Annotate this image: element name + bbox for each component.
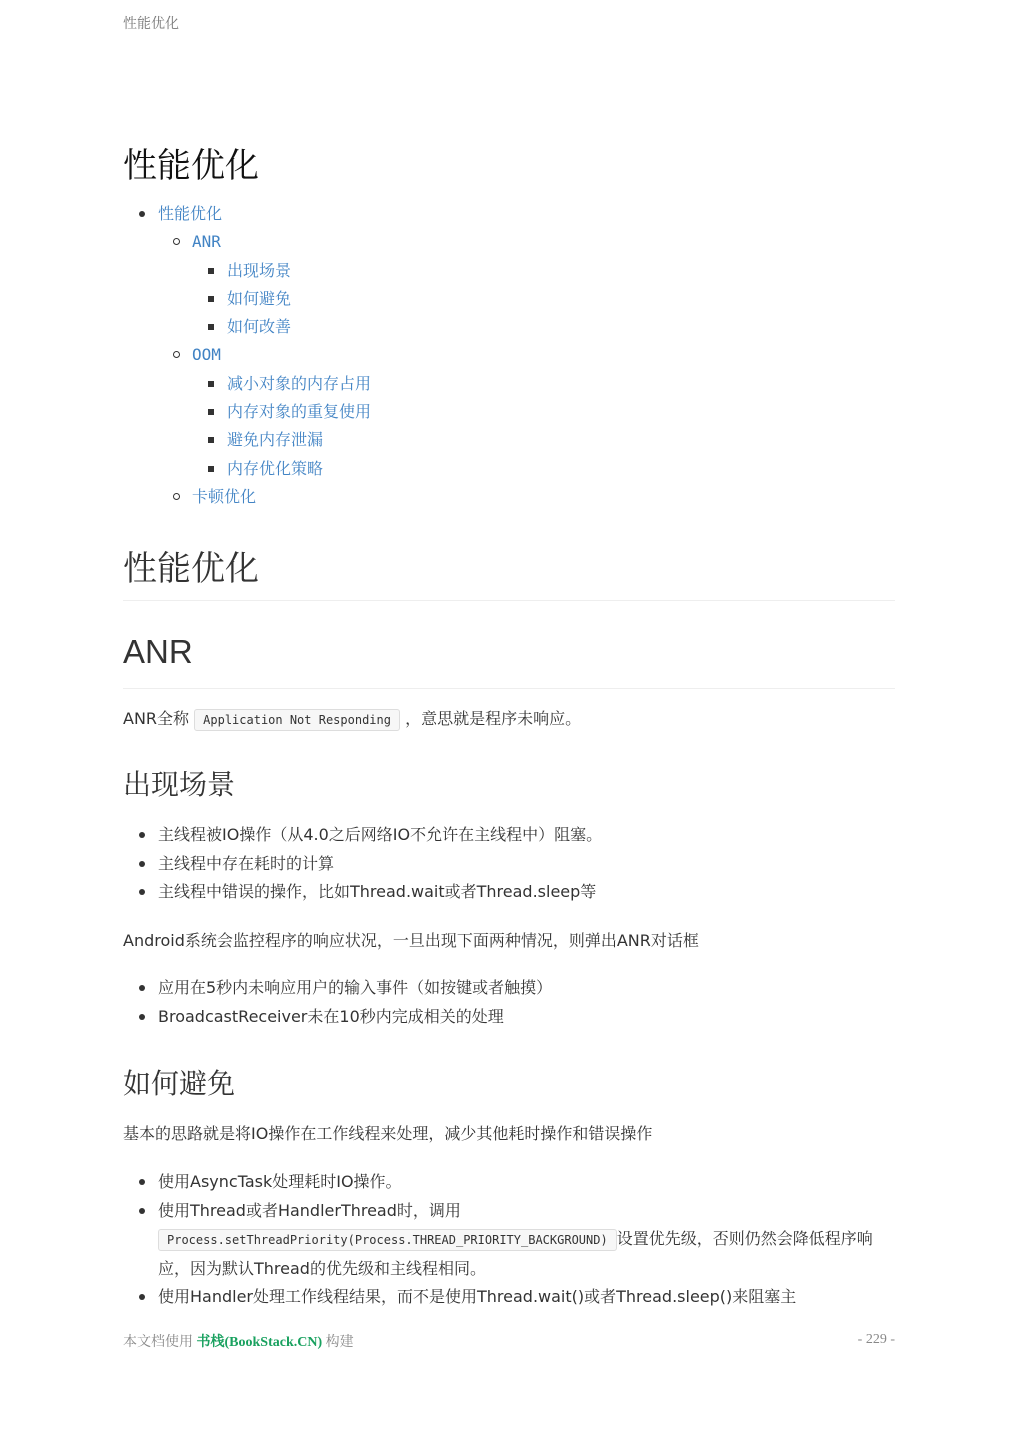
toc-item[interactable]	[123, 200, 371, 228]
list-item: BroadcastReceiver未在10秒内完成相关的处理	[123, 1003, 895, 1032]
toc-item[interactable]	[123, 257, 371, 285]
section-heading-performance: 性能优化	[123, 541, 895, 601]
page-number: - 229 -	[857, 1332, 895, 1347]
toc-item[interactable]	[123, 313, 371, 341]
toc-item[interactable]	[123, 370, 371, 398]
toc-link[interactable]: 内存优化策略	[227, 458, 324, 478]
toc-item[interactable]	[123, 426, 371, 454]
toc-link[interactable]: 性能优化	[158, 204, 223, 223]
section-heading-anr: ANR	[123, 633, 895, 689]
inline-code: Process.setThreadPriority(Process.THREAD_PRIORITY_BACKGROUND)	[158, 1229, 617, 1251]
table-of-contents	[123, 200, 371, 511]
toc-link[interactable]: 卡顿优化	[192, 486, 257, 506]
avoid-paragraph: 基本的思路就是将IO操作在工作线程来处理，减少其他耗时操作和错误操作	[123, 1124, 653, 1143]
subheading-avoid: 如何避免	[123, 1067, 236, 1100]
toc-item[interactable]	[123, 455, 371, 483]
footer-suffix: 构建	[325, 1335, 354, 1350]
trigger-list	[123, 974, 895, 1031]
toc-item[interactable]	[123, 228, 371, 256]
subheading-scene: 出现场景	[123, 768, 236, 801]
footer-prefix: 本文档使用	[123, 1335, 193, 1350]
android-paragraph: Android系统会监控程序的响应状况，一旦出现下面两种情况，则弹出ANR对话框	[123, 931, 699, 950]
document-title: 性能优化	[123, 146, 259, 186]
list-item: 主线程中错误的操作，比如Thread.wait或者Thread.sleep等	[123, 878, 895, 907]
running-header: 性能优化	[123, 16, 179, 32]
footer-brand-link[interactable]: 书栈(BookStack.CN)	[196, 1335, 323, 1350]
anr-intro-suffix: ，意思就是程序未响应。	[405, 709, 582, 728]
toc-link[interactable]: 内存对象的重复使用	[227, 402, 372, 422]
item-text: 设置优先级，否则仍然会降低程序响应，因为默认Thread的优先级和主线程相同。	[158, 1229, 873, 1278]
toc-item[interactable]	[123, 285, 371, 313]
item-text: 使用Thread或者HandlerThread时，调用	[158, 1200, 461, 1220]
list-item: 应用在5秒内未响应用户的输入事件（如按键或者触摸）	[123, 974, 895, 1003]
toc-link[interactable]: 避免内存泄漏	[227, 430, 324, 450]
list-item: 使用AsyncTask处理耗时IO操作。	[123, 1168, 895, 1197]
footer-credit	[123, 1331, 354, 1351]
list-item: 使用Handler处理工作线程结果，而不是使用Thread.wait()或者Thread.sleep()来阻塞主	[123, 1283, 895, 1312]
toc-link[interactable]: 如何改善	[227, 317, 292, 337]
toc-item[interactable]	[123, 483, 371, 511]
toc-item[interactable]	[123, 398, 371, 426]
inline-code: Application Not Responding	[194, 709, 400, 731]
anr-intro-prefix: ANR全称	[123, 709, 190, 728]
list-item: 主线程被IO操作（从4.0之后网络IO不允许在主线程中）阻塞。	[123, 821, 895, 850]
toc-link[interactable]: ANR	[192, 232, 221, 252]
toc-link[interactable]: 如何避免	[227, 288, 292, 308]
anr-intro-paragraph	[123, 705, 895, 734]
scene-list	[123, 821, 895, 907]
toc-link[interactable]: 出现场景	[227, 260, 292, 280]
list-item: 主线程中存在耗时的计算	[123, 850, 895, 879]
toc-item[interactable]	[123, 341, 371, 369]
toc-link[interactable]: 减小对象的内存占用	[227, 373, 372, 393]
toc-link[interactable]: OOM	[192, 345, 221, 365]
avoid-list	[123, 1168, 895, 1312]
list-item	[123, 1197, 895, 1284]
